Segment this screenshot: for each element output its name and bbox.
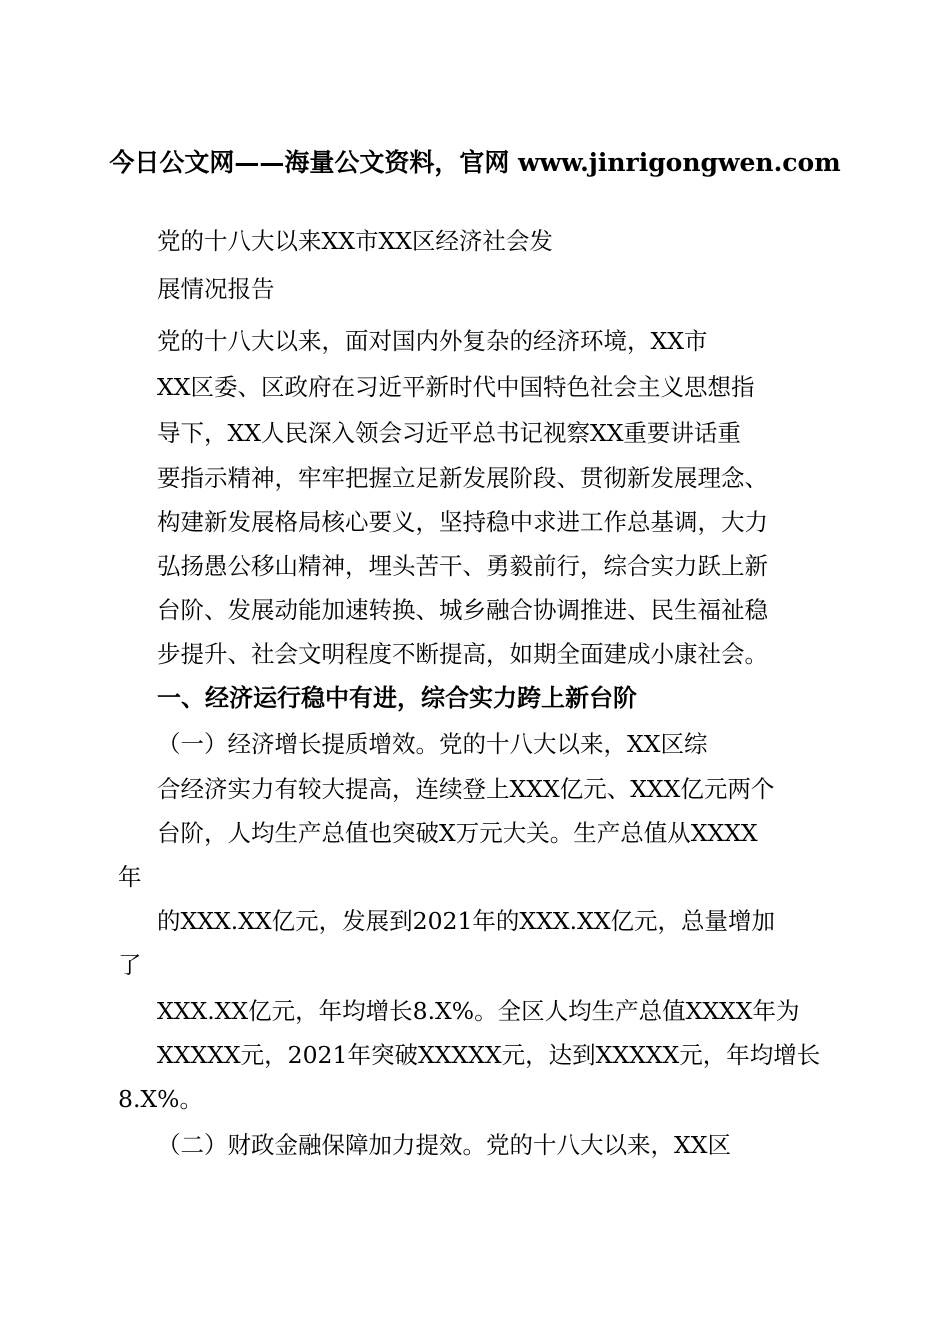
subsection-1-line-2: 合经济实力有较大提高，连续登上XXX亿元、XXX亿元两个 xyxy=(157,775,775,803)
doc-title-line-2: 展情况报告 xyxy=(157,275,275,303)
subsection-1-line-5: 的XXX.XX亿元，发展到2021年的XXX.XX亿元，总量增加 xyxy=(157,907,776,935)
intro-line-6: 弘扬愚公移山精神，埋头苦干、勇毅前行，综合实力跃上新 xyxy=(157,552,768,580)
section-heading-1: 一、经济运行稳中有进，综合实力跨上新台阶 xyxy=(157,684,637,712)
site-header-banner: 今日公文网——海量公文资料，官网 www.jinrigongwen.com xyxy=(109,148,841,177)
intro-line-5: 构建新发展格局核心要义，坚持稳中求进工作总基调，大力 xyxy=(157,508,768,536)
intro-line-8: 步提升、社会文明程度不断提高，如期全面建成小康社会。 xyxy=(157,640,768,668)
subsection-1-line-8: XXXXX元，2021年突破XXXXX元，达到XXXXX元，年均增长 xyxy=(157,1041,821,1069)
doc-title-line-1: 党的十八大以来XX市XX区经济社会发 xyxy=(157,227,553,255)
subsection-1-line-9: 8.X%。 xyxy=(118,1085,203,1113)
intro-line-7: 台阶、发展动能加速转换、城乡融合协调推进、民生福祉稳 xyxy=(157,596,768,624)
subsection-1-line-7: XXX.XX亿元，年均增长8.X%。全区人均生产总值XXXX年为 xyxy=(157,997,800,1025)
subsection-1-line-6: 了 xyxy=(118,951,142,979)
intro-line-3: 导下，XX人民深入领会习近平总书记视察XX重要讲话重 xyxy=(157,419,741,447)
intro-line-4: 要指示精神，牢牢把握立足新发展阶段、贯彻新发展理念、 xyxy=(157,464,768,492)
subsection-1-line-1: （一）经济增长提质增效。党的十八大以来，XX区综 xyxy=(157,730,708,758)
intro-line-2: XX区委、区政府在习近平新时代中国特色社会主义思想指 xyxy=(157,373,755,401)
subsection-1-line-4: 年 xyxy=(118,863,142,891)
subsection-1-line-3: 台阶，人均生产总值也突破X万元大关。生产总值从XXXX xyxy=(157,819,758,847)
intro-line-1: 党的十八大以来，面对国内外复杂的经济环境，XX市 xyxy=(157,327,708,355)
subsection-2-line-1: （二）财政金融保障加力提效。党的十八大以来，XX区 xyxy=(157,1131,731,1159)
